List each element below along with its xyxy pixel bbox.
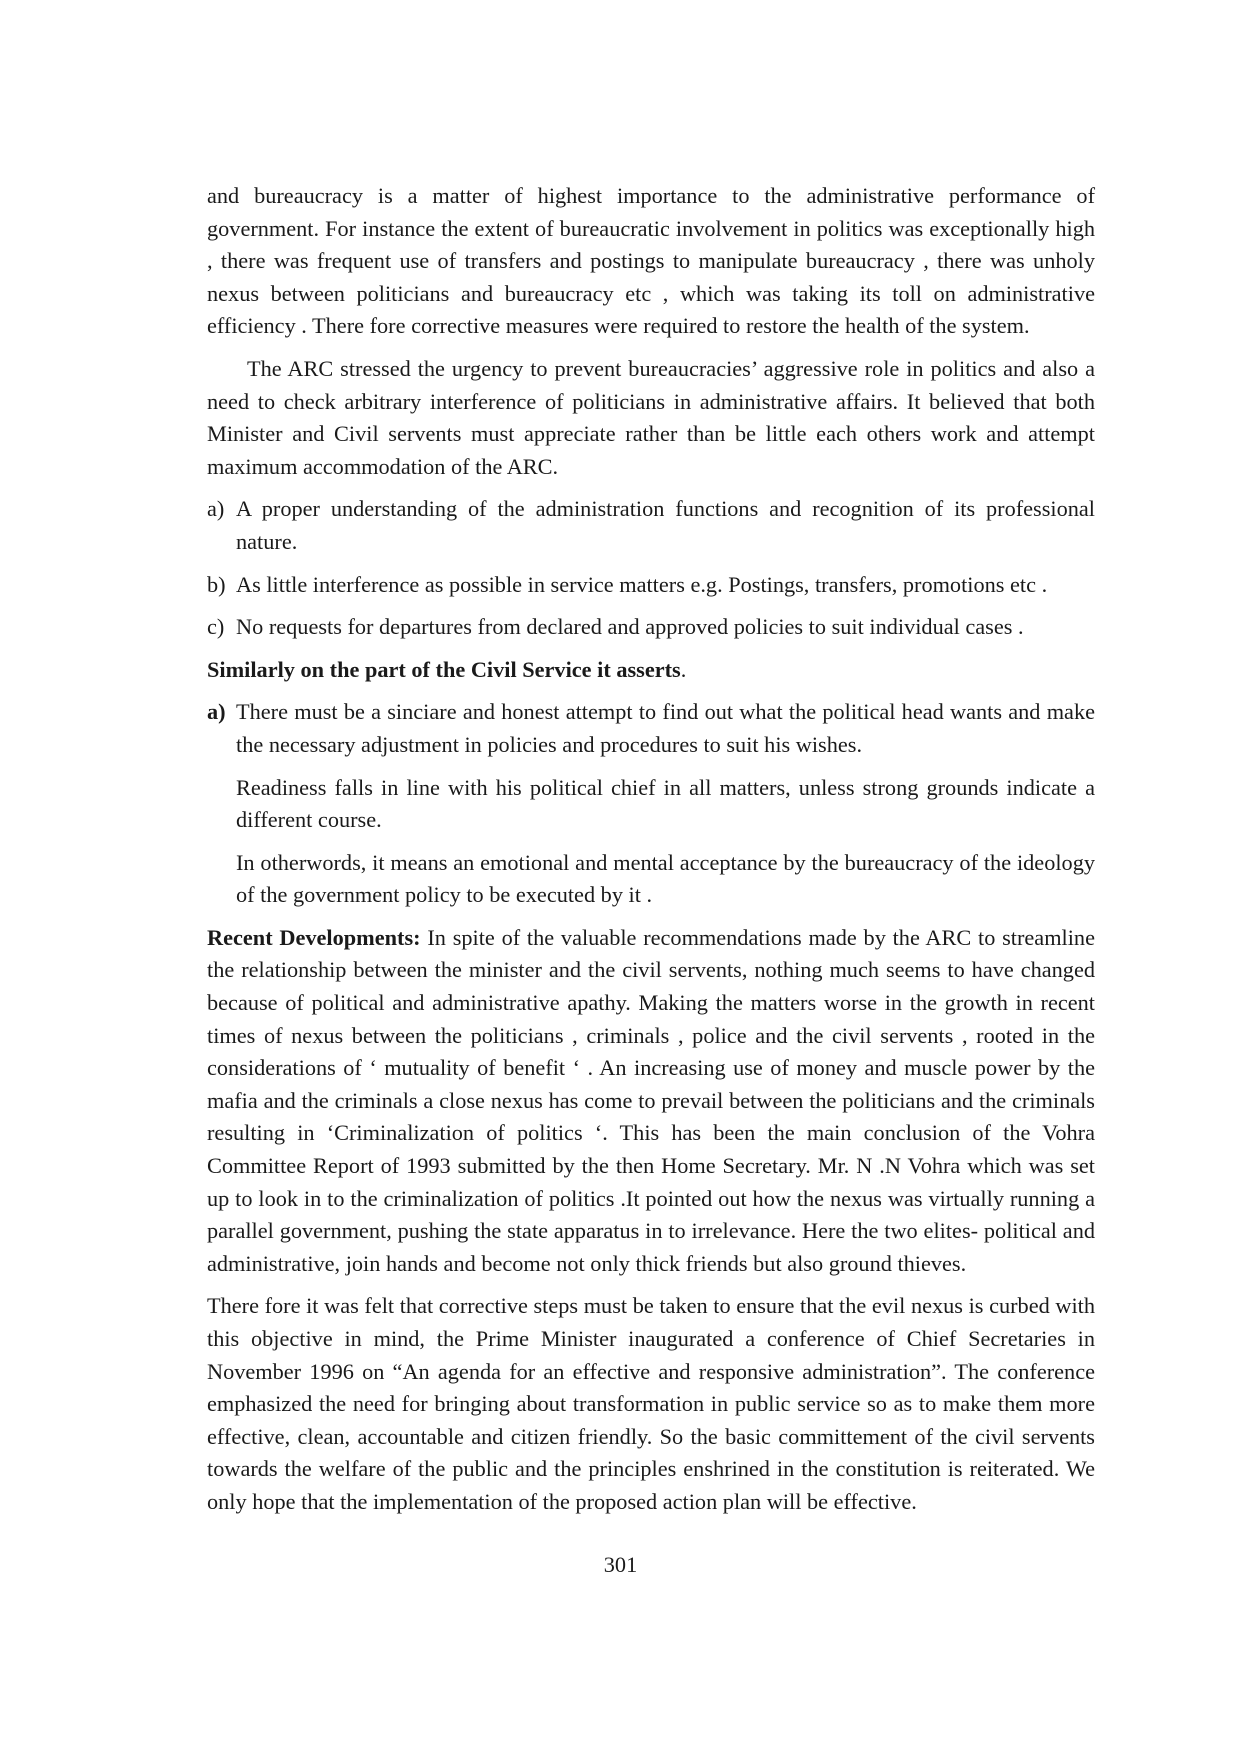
paragraph-otherwords: In otherwords, it means an emotional and mental acceptance by the bureaucracy of the ideology of the government policy to be executed by it . (236, 849, 1095, 908)
paragraph-readiness: Readiness falls in line with his political chief in all matters, unless strong grounds indicate a different course. (236, 774, 1095, 833)
list-item-text: There must be a sinciare and honest attempt to find out what the political head wants and make the necessary adjustment in policies and procedures to suit his wishes. (236, 699, 1095, 757)
page-body (207, 180, 1095, 1529)
paragraph-recent-developments (207, 922, 1095, 1281)
civil-service-heading (207, 654, 1095, 687)
list-item-text: A proper understanding of the administration functions and recognition of its professional nature. (236, 496, 1095, 554)
paragraph-arc-stressed: The ARC stressed the urgency to prevent bureaucracies’ aggressive role in politics and also a need to check arbitrary interference of politicians in administrative affairs. It believed that both Minister and Civil servents must appreciate rather than be little each others work and attempt maximum accommodation of the ARC. (207, 355, 1095, 479)
paragraph-bureaucracy-importance: and bureaucracy is a matter of highest importance to the administrative performance of government. For instance the extent of bureaucratic involvement in politics was exceptionally high , there was frequent use of transfers and postings to manipulate bureaucracy , there was unholy nexus between politicians and bureaucracy etc , which was taking its toll on administrative efficiency . There fore corrective measures were required to restore the health of the system. (207, 183, 1095, 339)
list-item (207, 611, 1095, 644)
recent-developments-text: In spite of the valuable recommendations made by the ARC to streamline the relationship between the minister and the civil servents, nothing much seems to have changed because of political and administrative apathy. Making the matters worse in the growth in recent times of nexus between the politicians , criminals , police and the civil servents , rooted in the considerations of ‘ mutuality of benefit ‘ . An increasing use of money and muscle power by the mafia and the criminals a close nexus has come to prevail between the politicians and the criminals resulting in ‘Criminalization of politics ‘. This has been the main conclusion of the Vohra Committee Report of 1993 submitted by the then Home Secretary. Mr. N .N Vohra which was set up to look in to the criminalization of politics .It pointed out how the nexus was virtually running a parallel government, pushing the state apparatus in to irrelevance. Here the two elites- political and administrative, join hands and become not only thick friends but also ground thieves. (207, 924, 1095, 1276)
list-item-text: No requests for departures from declared and approved policies to suit individual cases . (236, 614, 1024, 640)
paragraph-corrective-steps: There fore it was felt that corrective steps must be taken to ensure that the evil nexus is curbed with this objective in mind, the Prime Minister inaugurated a conference of Chief Secretaries in November 1996 on “An agenda for an effective and responsive administration”. The conference emphasized the need for bringing about transformation in public service so as to make them more effective, clean, accountable and citizen friendly. So the basic committement of the civil servents towards the welfare of the public and the principles enshrined in the constitution is reiterated. We only hope that the implementation of the proposed action plan will be effective. (207, 1293, 1095, 1514)
list-marker: a) (207, 496, 225, 522)
civil-service-heading-text: Similarly on the part of the Civil Service it asserts (207, 656, 681, 682)
list-marker: a) (207, 699, 226, 725)
civil-service-list-item (207, 696, 1095, 761)
list-item (207, 569, 1095, 602)
civil-service-heading-punct: . (680, 656, 687, 682)
page-number: 301 (603, 1552, 638, 1577)
list-item-text: As little interference as possible in service matters e.g. Postings, transfers, promotions etc . (236, 571, 1048, 597)
list-marker: c) (207, 614, 225, 640)
list-marker: b) (207, 571, 226, 597)
list-item (207, 493, 1095, 558)
recent-developments-label: Recent Developments: (207, 924, 421, 950)
